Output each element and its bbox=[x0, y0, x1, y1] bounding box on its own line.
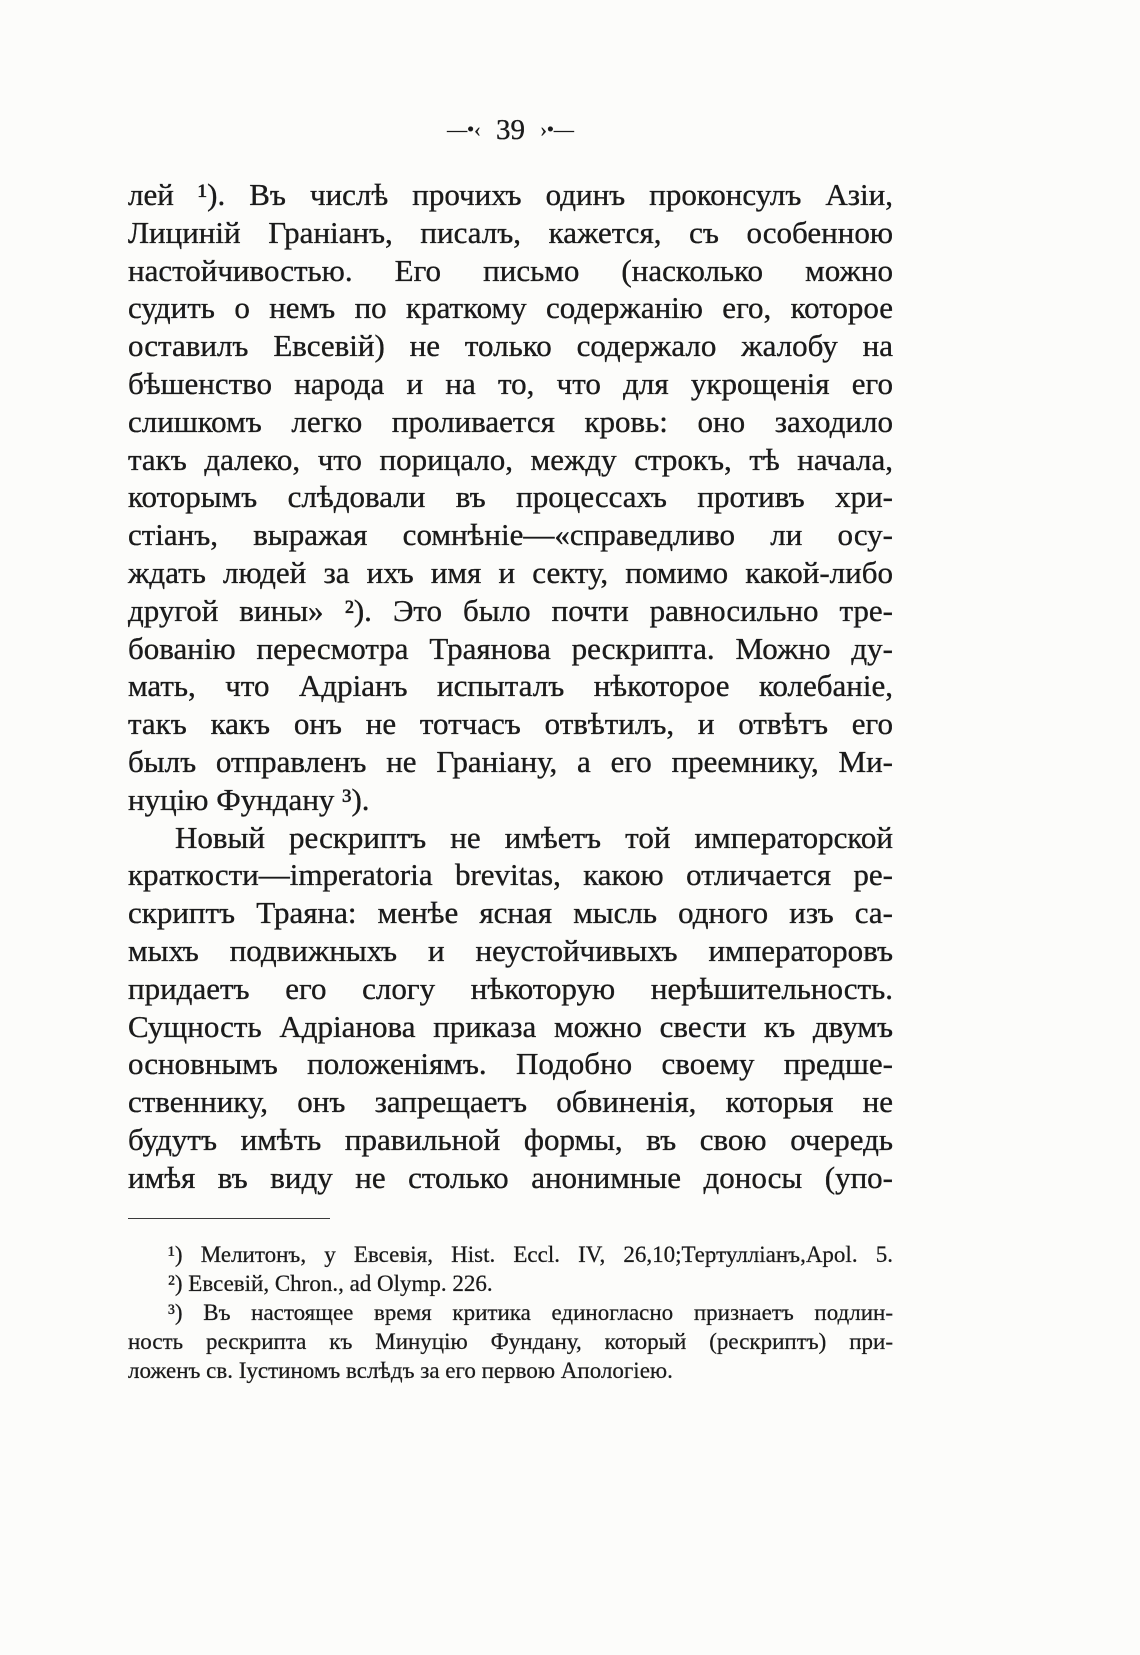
text-line: слишкомъ легко проливается кровь: оно заходило bbox=[128, 403, 893, 439]
text-line: такъ далеко, что порицало, между строкъ, тѣ начала, bbox=[128, 441, 893, 477]
text-line: краткости—imperatoria brevitas, какою отличается ре- bbox=[128, 857, 893, 893]
text-line: Сущность Адріанова приказа можно свести къ двумъ bbox=[128, 1008, 893, 1044]
body-text bbox=[128, 176, 893, 1197]
text-line: которымъ слѣдовали въ процессахъ противъ хри- bbox=[128, 479, 893, 515]
footnote-line: ¹) Мелитонъ, у Евсевія, Hist. Eccl. IV, 26,10;Тертулліанъ,Apol. 5. bbox=[168, 1242, 893, 1267]
text-line: ственнику, онъ запрещаетъ обвиненія, которыя не bbox=[128, 1084, 893, 1120]
footnote-line: ложенъ св. Іустиномъ вслѣдъ за его первою Апологіею. bbox=[128, 1358, 673, 1383]
footnote-1 bbox=[128, 1240, 893, 1269]
text-line: оставилъ Евсевій) не только содержало жалобу на bbox=[128, 328, 893, 364]
text-line: другой вины» ²). Это было почти равносильно тре- bbox=[128, 592, 893, 628]
text-line: бѣшенство народа и на то, что для укрощенія его bbox=[128, 365, 893, 401]
footnote-rule bbox=[128, 1218, 330, 1219]
text-line: Новый рескриптъ не имѣетъ той императорской bbox=[175, 819, 893, 855]
text-line: ждать людей за ихъ имя и секту, помимо какой-либо bbox=[128, 554, 893, 590]
page-number: 39 bbox=[496, 114, 525, 146]
text-line: мать, что Адріанъ испыталъ нѣкоторое колебаніе, bbox=[128, 668, 893, 704]
footnote-line: ²) Евсевій, Chron., ad Olymp. 226. bbox=[168, 1271, 493, 1296]
header-ornament-right: ›•— bbox=[540, 119, 574, 141]
footnotes bbox=[128, 1240, 893, 1385]
text-line: настойчивостью. Его письмо (насколько можно bbox=[128, 252, 893, 288]
text-line: скриптъ Траяна: менѣе ясная мысль одного изъ са- bbox=[128, 895, 893, 931]
text-line: стіанъ, выражая сомнѣніе—«справедливо ли осу- bbox=[128, 517, 893, 553]
footnote-line: ность рескрипта къ Минуцію Фундану, который (рескриптъ) при- bbox=[128, 1329, 893, 1354]
text-line: будутъ имѣть правильной формы, въ свою очередь bbox=[128, 1121, 893, 1157]
footnote-line: ³) Въ настоящее время критика единогласно признаетъ подлин- bbox=[168, 1300, 893, 1325]
text-line: основнымъ положеніямъ. Подобно своему предше- bbox=[128, 1046, 893, 1082]
text-line: нуцію Фундану ³). bbox=[128, 781, 370, 817]
text-line: мыхъ подвижныхъ и неустойчивыхъ императоровъ bbox=[128, 932, 893, 968]
text-line: имѣя въ виду не столько анонимные доносы (упо- bbox=[128, 1159, 893, 1195]
text-line: придаетъ его слогу нѣкоторую нерѣшительность. bbox=[128, 970, 893, 1006]
text-line: такъ какъ онъ не тотчасъ отвѣтилъ, и отвѣтъ его bbox=[128, 706, 893, 742]
header-ornament-left: —•‹ bbox=[447, 119, 481, 141]
paragraph-2 bbox=[128, 819, 893, 1197]
text-line: судить о немъ по краткому содержанію его, которое bbox=[128, 290, 893, 326]
paragraph-1 bbox=[128, 176, 893, 819]
page-header bbox=[128, 112, 893, 148]
text-line: бованію пересмотра Траянова рескрипта. Можно ду- bbox=[128, 630, 893, 666]
footnote-2 bbox=[128, 1269, 893, 1298]
footnote-3 bbox=[128, 1298, 893, 1385]
text-line: былъ отправленъ не Граніану, а его преемнику, Ми- bbox=[128, 743, 893, 779]
text-line: Лициній Граніанъ, писалъ, кажется, съ особенною bbox=[128, 214, 893, 250]
text-line: лей ¹). Въ числѣ прочихъ одинъ проконсулъ Азіи, bbox=[128, 177, 893, 212]
